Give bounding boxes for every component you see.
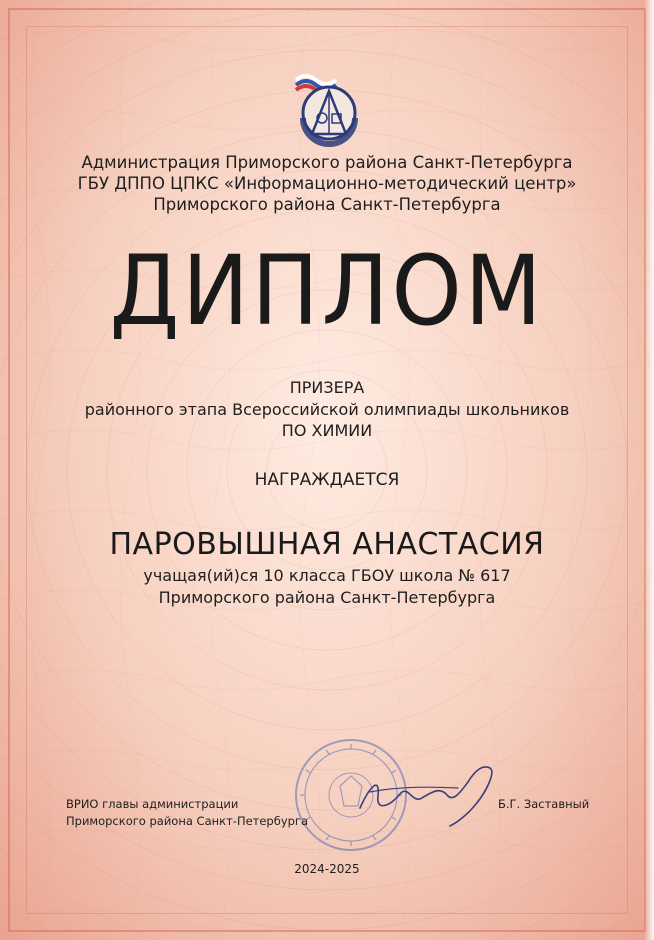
diploma-title: ДИПЛОМ bbox=[109, 235, 545, 347]
signatory-title-line-2: Приморского района Санкт-Петербурга bbox=[66, 814, 309, 828]
org-line-2: ГБУ ДППО ЦПКС «Информационно-методический центр» bbox=[77, 174, 577, 193]
signatory-name: Б.Г. Заставный bbox=[498, 797, 590, 811]
awarded-label: НАГРАЖДАЕТСЯ bbox=[254, 470, 400, 490]
olympiad-emblem-icon bbox=[284, 66, 374, 156]
handwritten-signature-icon bbox=[340, 746, 510, 836]
recipient-name: ПАРОВЫШНАЯ АНАСТАСИЯ bbox=[109, 527, 545, 562]
recipient-grade-school: учащая(ий)ся 10 класса ГБОУ школа № 617 bbox=[143, 566, 511, 585]
prize-level: ПРИЗЕРА bbox=[289, 378, 365, 397]
olympiad-subject: ПО ХИМИИ bbox=[281, 421, 373, 440]
academic-year: 2024-2025 bbox=[294, 862, 360, 876]
recipient-district: Приморского района Санкт-Петербурга bbox=[158, 588, 496, 607]
org-line-3: Приморского района Санкт-Петербурга bbox=[153, 195, 501, 214]
olympiad-stage: районного этапа Всероссийской олимпиады школьников bbox=[84, 400, 570, 419]
signatory-title-line-1: ВРИО главы администрации bbox=[66, 797, 239, 811]
org-line-1: Администрация Приморского района Санкт-Петербурга bbox=[81, 153, 573, 172]
